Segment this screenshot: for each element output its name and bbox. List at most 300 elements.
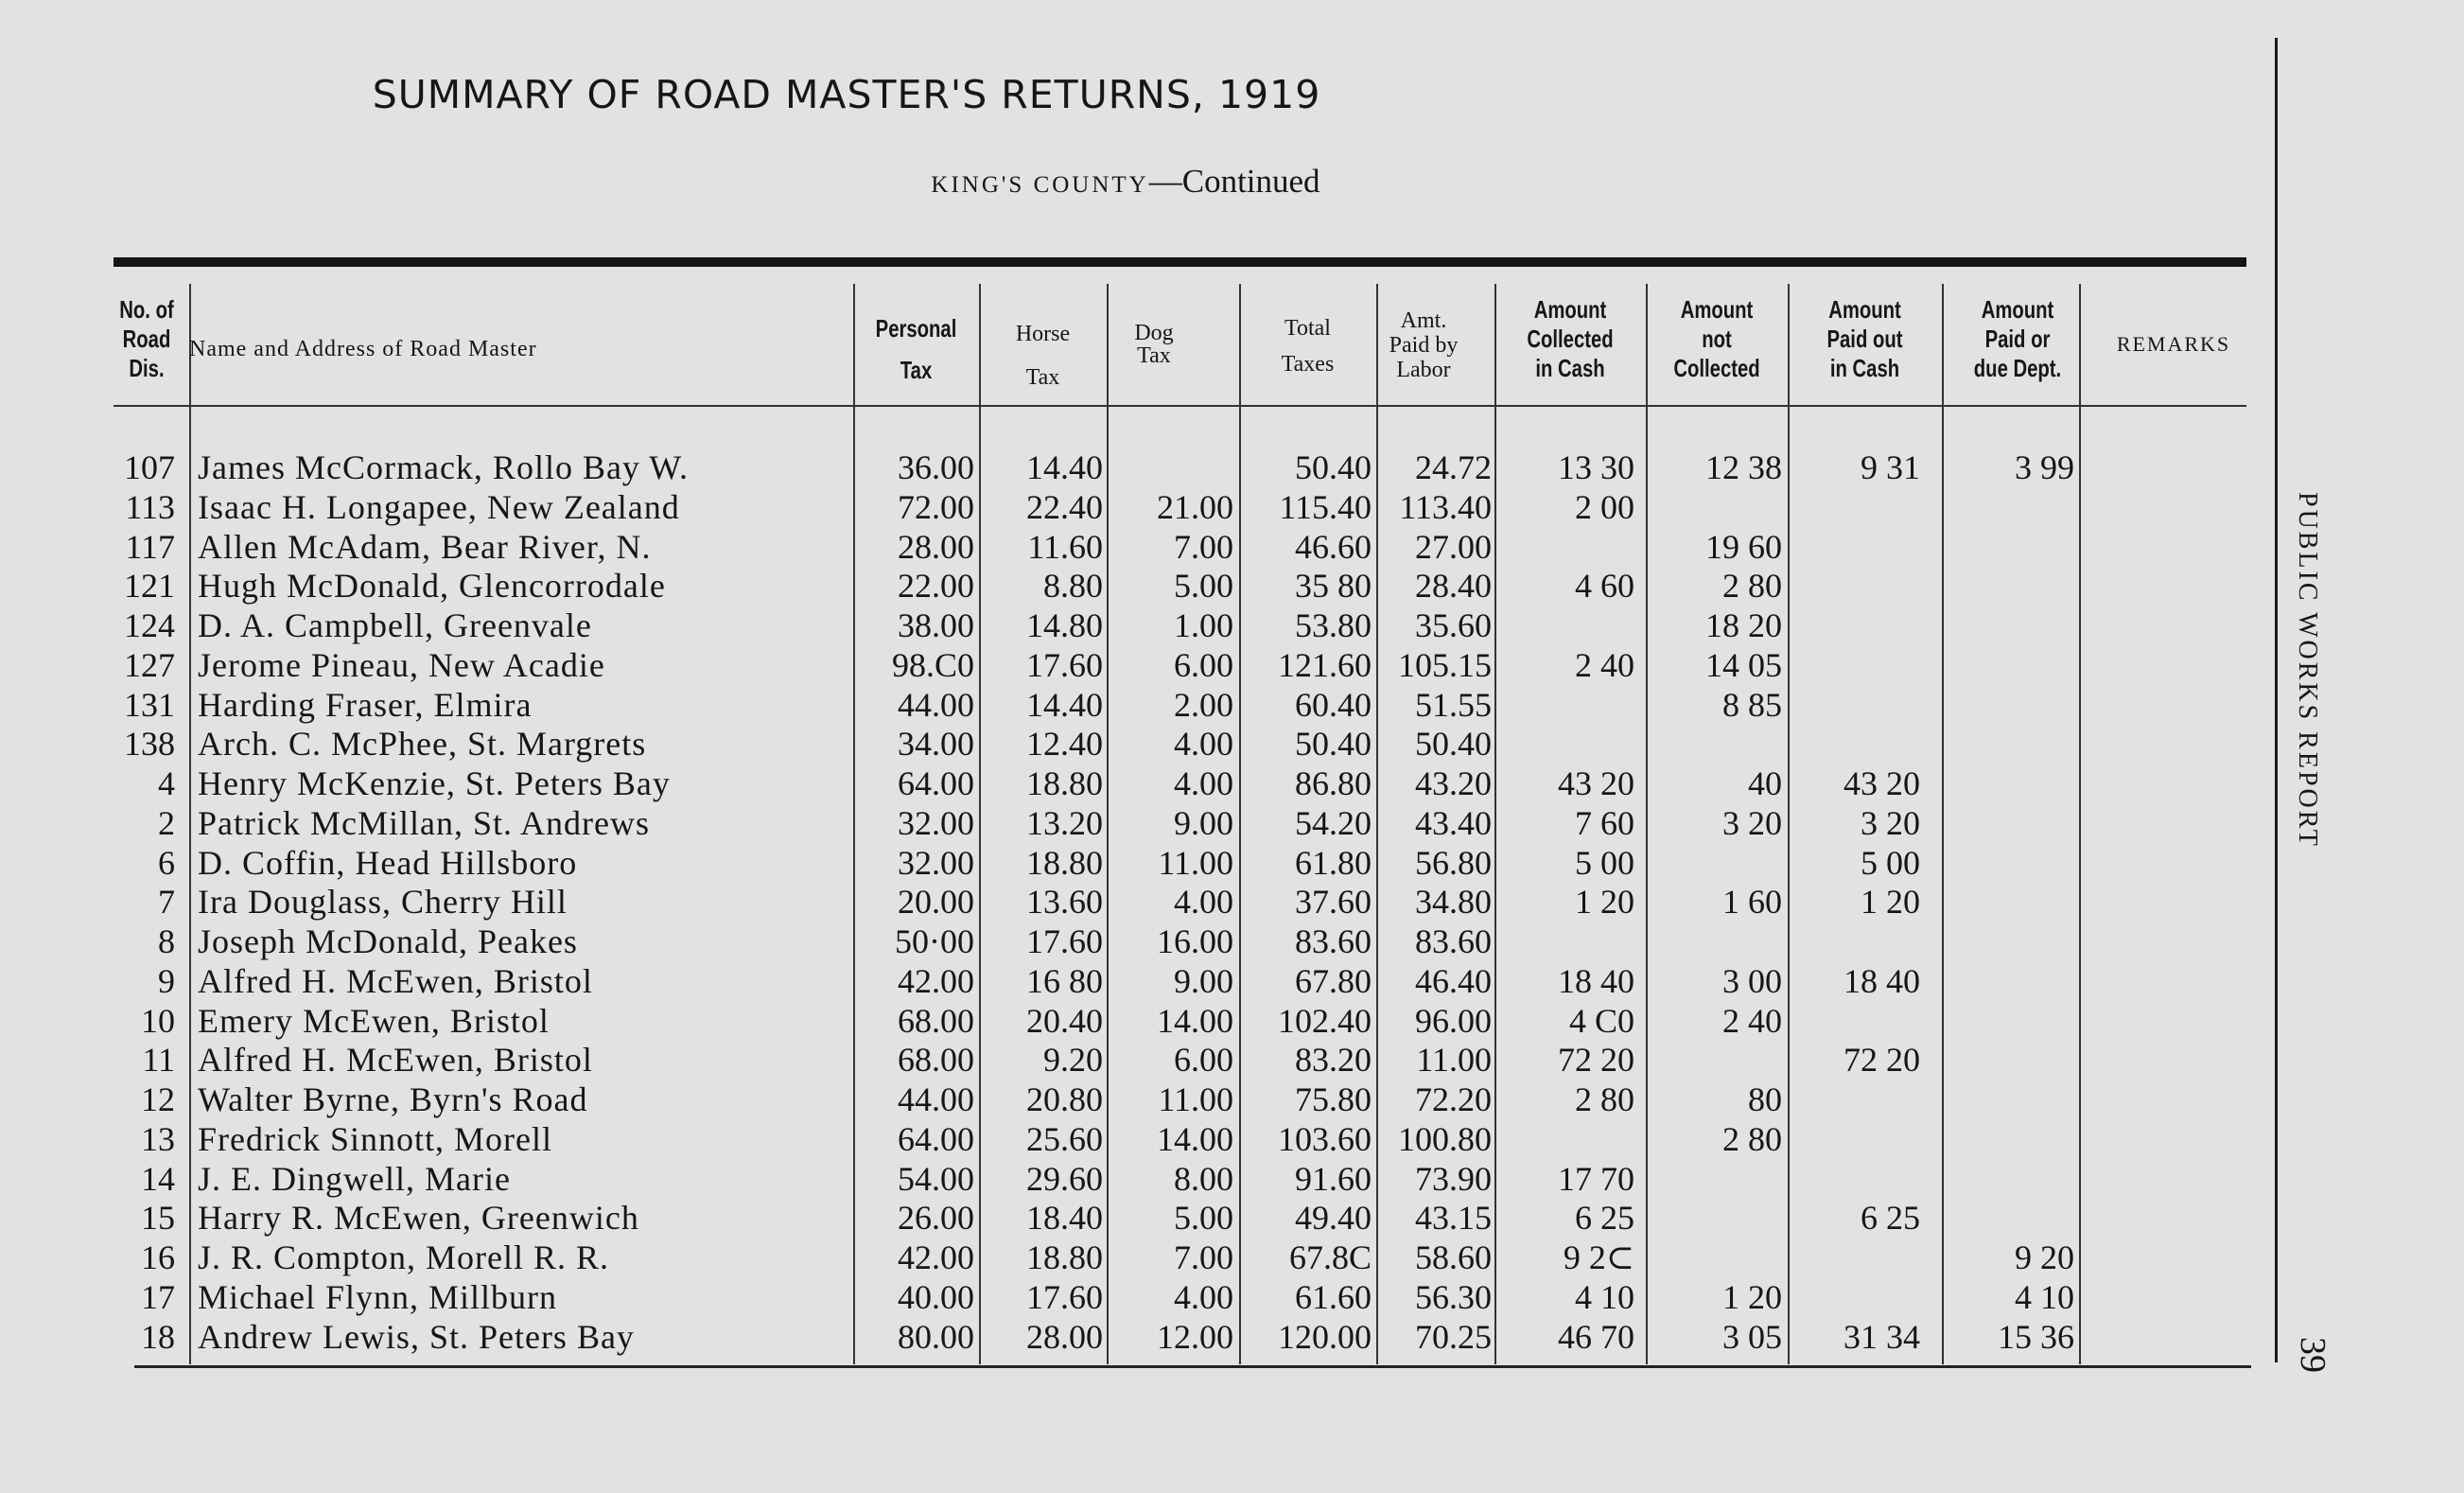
- cell-total: 86.80: [1295, 764, 1372, 802]
- cell-due: [1942, 1040, 2074, 1080]
- cell-collected: [1494, 685, 1634, 725]
- cell-dist: 107: [124, 448, 175, 486]
- cell-name: James McCormack, Rollo Bay W.: [198, 448, 689, 486]
- cell-notcollected: 2 80: [1722, 567, 1782, 605]
- cell-collected: 43 20: [1558, 764, 1634, 802]
- cell-dist: 131: [124, 686, 175, 724]
- page-margin-rule: [2275, 38, 2278, 1362]
- cell-dog: 9.00: [1174, 804, 1233, 842]
- header-line: Collected: [1527, 325, 1614, 353]
- cell-labor: 35.60: [1415, 606, 1492, 644]
- cell-collected: 18 40: [1558, 962, 1634, 1000]
- cell-total: 121.60: [1278, 646, 1372, 684]
- cell-personal: 40.00: [898, 1278, 974, 1316]
- cell-name: Henry McKenzie, St. Peters Bay: [198, 764, 671, 802]
- header-line: Collected: [1673, 354, 1760, 382]
- cell-dog: 16.00: [1157, 922, 1233, 960]
- cell-total: 103.60: [1278, 1120, 1372, 1158]
- cell-dist: 9: [158, 962, 175, 1000]
- cell-personal: 72.00: [898, 488, 974, 526]
- cell-personal: 32.00: [898, 844, 974, 882]
- header-name-address: Name and Address of Road Master: [189, 337, 537, 361]
- cell-name: Emery McEwen, Bristol: [198, 1002, 550, 1040]
- cell-collected: [1494, 922, 1634, 961]
- cell-paidout: [1788, 724, 1920, 764]
- cell-due: [1942, 961, 2074, 1001]
- cell-paidout: [1788, 1238, 1920, 1277]
- cell-paidout: 9 31: [1861, 448, 1920, 486]
- cell-due: 4 10: [2015, 1278, 2074, 1316]
- cell-notcollected: [1646, 1159, 1782, 1199]
- cell-paidout: [1788, 527, 1920, 567]
- cell-personal: 28.00: [898, 528, 974, 566]
- cell-total: 35 80: [1295, 567, 1372, 605]
- cell-dist: 124: [124, 606, 175, 644]
- side-running-head: PUBLIC WORKS REPORT: [2293, 492, 2322, 849]
- cell-total: 120.00: [1278, 1318, 1372, 1356]
- cell-personal: 32.00: [898, 804, 974, 842]
- cell-horse: 22.40: [1026, 488, 1103, 526]
- cell-personal: 38.00: [898, 606, 974, 644]
- cell-collected: 2 40: [1575, 646, 1634, 684]
- cell-collected: 17 70: [1558, 1160, 1634, 1198]
- cell-total: 49.40: [1295, 1199, 1372, 1237]
- cell-horse: 17.60: [1026, 1278, 1103, 1316]
- cell-due: [1942, 843, 2074, 883]
- cell-due: [1942, 566, 2074, 606]
- cell-due: [1942, 1159, 2074, 1199]
- cell-dist: 10: [141, 1002, 175, 1040]
- cell-total: 75.80: [1295, 1080, 1372, 1118]
- cell-labor: 43.15: [1415, 1199, 1492, 1237]
- cell-horse: 20.80: [1026, 1080, 1103, 1118]
- cell-horse: 18.80: [1026, 1238, 1103, 1276]
- cell-due: [1942, 1080, 2074, 1119]
- cell-horse: 14.40: [1026, 448, 1103, 486]
- cell-total: 67.8C: [1288, 1238, 1372, 1276]
- cell-collected: 46 70: [1558, 1318, 1634, 1356]
- cell-personal: 64.00: [898, 764, 974, 802]
- cell-total: 67.80: [1295, 962, 1372, 1000]
- cell-personal: 36.00: [898, 448, 974, 486]
- cell-dist: 7: [158, 883, 175, 921]
- header-line: Amount: [1680, 295, 1754, 324]
- cell-dog: 7.00: [1174, 1238, 1233, 1276]
- cell-personal: 22.00: [898, 567, 974, 605]
- cell-due: [1942, 685, 2074, 725]
- header-line: Paid by: [1389, 333, 1459, 358]
- cell-dog: 2.00: [1174, 686, 1233, 724]
- cell-dog: 11.00: [1158, 844, 1233, 882]
- cell-total: 54.20: [1295, 804, 1372, 842]
- cell-due: [1942, 724, 2074, 764]
- cell-labor: 113.40: [1399, 488, 1492, 526]
- header-line: Road: [122, 325, 171, 353]
- cell-horse: 11.60: [1027, 528, 1103, 566]
- cell-labor: 73.90: [1415, 1160, 1492, 1198]
- cell-labor: 27.00: [1415, 528, 1492, 566]
- cell-total: 50.40: [1295, 725, 1372, 763]
- cell-personal: 80.00: [898, 1318, 974, 1356]
- cell-dog: 21.00: [1157, 488, 1233, 526]
- header-line: not: [1702, 325, 1732, 353]
- cell-notcollected: 40: [1748, 764, 1782, 802]
- cell-notcollected: 1 20: [1722, 1278, 1782, 1316]
- cell-name: Allen McAdam, Bear River, N.: [198, 528, 652, 566]
- cell-name: Hugh McDonald, Glencorrodale: [198, 567, 666, 605]
- cell-dist: 13: [141, 1120, 175, 1158]
- cell-dog: 11.00: [1158, 1080, 1233, 1118]
- cell-total: 91.60: [1295, 1160, 1372, 1198]
- cell-horse: 20.40: [1026, 1002, 1103, 1040]
- cell-horse: 18.40: [1026, 1199, 1103, 1237]
- cell-horse: 14.40: [1026, 686, 1103, 724]
- cell-dist: 4: [158, 764, 175, 802]
- cell-labor: 96.00: [1415, 1002, 1492, 1040]
- cell-labor: 100.80: [1398, 1120, 1492, 1158]
- cell-dist: 121: [124, 567, 175, 605]
- column-divider: [189, 284, 191, 1364]
- cell-paidout: [1788, 566, 1920, 606]
- cell-notcollected: 12 38: [1705, 448, 1782, 486]
- header-line: Amount: [1533, 295, 1607, 324]
- cell-name: D. Coffin, Head Hillsboro: [198, 844, 578, 882]
- cell-name: Joseph McDonald, Peakes: [198, 922, 578, 960]
- cell-collected: 72 20: [1558, 1041, 1634, 1079]
- cell-labor: 46.40: [1415, 962, 1492, 1000]
- header-personal-tax: [867, 307, 966, 391]
- cell-name: Ira Douglass, Cherry Hill: [198, 883, 568, 921]
- cell-collected: 6 25: [1575, 1199, 1634, 1237]
- cell-total: 53.80: [1295, 606, 1372, 644]
- header-top-rule: [114, 257, 2246, 267]
- header-line: No. of: [119, 295, 174, 324]
- header-due-dept: [1959, 295, 2077, 383]
- cell-dist: 8: [158, 922, 175, 960]
- cell-horse: 13.20: [1026, 804, 1103, 842]
- cell-total: 60.40: [1295, 686, 1372, 724]
- cell-dog: 6.00: [1174, 646, 1233, 684]
- cell-labor: 28.40: [1415, 567, 1492, 605]
- cell-due: 9 20: [2015, 1238, 2074, 1276]
- cell-labor: 70.25: [1415, 1318, 1492, 1356]
- header-line: due Dept.: [1973, 354, 2062, 382]
- cell-personal: 42.00: [898, 1238, 974, 1276]
- cell-dist: 127: [124, 646, 175, 684]
- cell-name: Harding Fraser, Elmira: [198, 686, 533, 724]
- header-not-collected: [1662, 295, 1773, 383]
- cell-labor: 50.40: [1415, 725, 1492, 763]
- cell-paidout: [1788, 1119, 1920, 1159]
- cell-horse: 29.60: [1026, 1160, 1103, 1198]
- cell-paidout: 43 20: [1844, 764, 1920, 802]
- cell-due: [1942, 1198, 2074, 1238]
- cell-due: [1942, 1119, 2074, 1159]
- cell-paidout: 6 25: [1861, 1199, 1920, 1237]
- cell-personal: 44.00: [898, 1080, 974, 1118]
- cell-total: 61.80: [1295, 844, 1372, 882]
- cell-dist: 138: [124, 725, 175, 763]
- cell-notcollected: [1646, 1238, 1782, 1277]
- cell-personal: 26.00: [898, 1199, 974, 1237]
- cell-collected: 4 60: [1575, 567, 1634, 605]
- cell-name: Jerome Pineau, New Acadie: [198, 646, 605, 684]
- cell-horse: 28.00: [1026, 1318, 1103, 1356]
- cell-dist: 15: [141, 1199, 175, 1237]
- cell-dist: 11: [142, 1041, 175, 1079]
- cell-horse: 18.80: [1026, 764, 1103, 802]
- cell-due: [1942, 1001, 2074, 1041]
- cell-dist: 14: [141, 1160, 175, 1198]
- cell-horse: 18.80: [1026, 844, 1103, 882]
- cell-notcollected: 18 20: [1705, 606, 1782, 644]
- cell-name: D. A. Campbell, Greenvale: [198, 606, 592, 644]
- cell-collected: 2 00: [1575, 488, 1634, 526]
- cell-horse: 8.80: [1043, 567, 1103, 605]
- cell-dog: 8.00: [1174, 1160, 1233, 1198]
- cell-horse: 25.60: [1026, 1120, 1103, 1158]
- cell-due: 3 99: [2015, 448, 2074, 486]
- cell-dist: 113: [125, 488, 175, 526]
- cell-name: J. E. Dingwell, Marie: [198, 1160, 511, 1198]
- county-label: KING'S COUNTY: [931, 172, 1149, 198]
- cell-collected: 2 80: [1575, 1080, 1634, 1118]
- cell-collected: [1494, 606, 1634, 645]
- cell-total: 37.60: [1295, 883, 1372, 921]
- cell-personal: 98.C0: [891, 646, 974, 684]
- header-line: Total: [1284, 316, 1331, 341]
- cell-dog: 6.00: [1174, 1041, 1233, 1079]
- page-subtitle: [0, 163, 2251, 201]
- header-collected-cash: [1512, 295, 1630, 383]
- cell-dog: 14.00: [1157, 1002, 1233, 1040]
- cell-personal: 54.00: [898, 1160, 974, 1198]
- cell-due: 15 36: [1998, 1318, 2074, 1356]
- header-line: Taxes: [1281, 352, 1335, 377]
- cell-dist: 6: [158, 844, 175, 882]
- cell-due: [1942, 764, 2074, 803]
- page-number: 39: [2293, 1337, 2333, 1373]
- cell-name: Fredrick Sinnott, Morell: [198, 1120, 552, 1158]
- cell-paidout: 18 40: [1844, 962, 1920, 1000]
- cell-paidout: 5 00: [1861, 844, 1920, 882]
- cell-collected: 5 00: [1575, 844, 1634, 882]
- cell-name: Patrick McMillan, St. Andrews: [198, 804, 650, 842]
- cell-notcollected: 80: [1748, 1080, 1782, 1118]
- cell-dist: 17: [141, 1278, 175, 1316]
- cell-notcollected: 14 05: [1705, 646, 1782, 684]
- cell-horse: 14.80: [1026, 606, 1103, 644]
- cell-personal: 20.00: [898, 883, 974, 921]
- cell-personal: 50·00: [895, 922, 974, 960]
- cell-dist: 12: [141, 1080, 175, 1118]
- cell-paidout: 1 20: [1861, 883, 1920, 921]
- header-line: Amt.: [1400, 308, 1447, 333]
- cell-dog: 5.00: [1174, 567, 1233, 605]
- cell-horse: 17.60: [1026, 922, 1103, 960]
- header-dog-tax: [1107, 322, 1201, 367]
- cell-total: 115.40: [1279, 488, 1372, 526]
- cell-notcollected: 1 60: [1722, 883, 1782, 921]
- cell-notcollected: 3 20: [1722, 804, 1782, 842]
- header-line: in Cash: [1829, 354, 1900, 382]
- cell-horse: 17.60: [1026, 646, 1103, 684]
- header-line: Tax: [900, 356, 933, 384]
- header-bottom-rule: [114, 405, 2246, 407]
- cell-personal: 42.00: [898, 962, 974, 1000]
- cell-labor: 24.72: [1415, 448, 1492, 486]
- cell-collected: 4 10: [1575, 1278, 1634, 1316]
- cell-personal: 34.00: [898, 725, 974, 763]
- cell-due: [1942, 527, 2074, 567]
- header-line: Personal: [875, 314, 957, 343]
- cell-due: [1942, 803, 2074, 843]
- cell-paidout: 3 20: [1861, 804, 1920, 842]
- cell-collected: 1 20: [1575, 883, 1634, 921]
- cell-due: [1942, 487, 2074, 527]
- header-line: Horse: [1015, 322, 1071, 346]
- cell-due: [1942, 882, 2074, 922]
- cell-labor: 105.15: [1398, 646, 1492, 684]
- cell-collected: [1494, 724, 1634, 764]
- cell-dog: 5.00: [1174, 1199, 1233, 1237]
- cell-dist: 18: [141, 1318, 175, 1356]
- header-paid-by-labor: [1362, 308, 1485, 382]
- cell-name: Walter Byrne, Byrn's Road: [198, 1080, 588, 1118]
- cell-personal: 68.00: [898, 1041, 974, 1079]
- cell-personal: 64.00: [898, 1120, 974, 1158]
- cell-total: 61.60: [1295, 1278, 1372, 1316]
- cell-name: Isaac H. Longapee, New Zealand: [198, 488, 680, 526]
- cell-dog: 4.00: [1174, 725, 1233, 763]
- header-line: Dis.: [129, 354, 165, 382]
- cell-name: Harry R. McEwen, Greenwich: [198, 1199, 639, 1237]
- cell-dist: 16: [141, 1238, 175, 1276]
- header-line: in Cash: [1535, 354, 1605, 382]
- cell-notcollected: [1646, 922, 1782, 961]
- cell-collected: 4 C0: [1568, 1002, 1634, 1040]
- cell-name: Alfred H. McEwen, Bristol: [198, 962, 593, 1000]
- cell-labor: 58.60: [1415, 1238, 1492, 1276]
- cell-dist: 2: [158, 804, 175, 842]
- cell-personal: 44.00: [898, 686, 974, 724]
- header-line: Tax: [1137, 343, 1171, 368]
- cell-notcollected: [1646, 843, 1782, 883]
- cell-labor: 11.00: [1416, 1041, 1492, 1079]
- cell-total: 46.60: [1295, 528, 1372, 566]
- cell-notcollected: [1646, 1040, 1782, 1080]
- cell-collected: [1494, 527, 1634, 567]
- header-total-taxes: [1239, 310, 1376, 382]
- cell-collected: 13 30: [1558, 448, 1634, 486]
- cell-total: 83.60: [1295, 922, 1372, 960]
- cell-name: Arch. C. McPhee, St. Margrets: [198, 725, 647, 763]
- header-line: Tax: [1025, 365, 1060, 390]
- cell-dog: 4.00: [1174, 1278, 1233, 1316]
- cell-dog: 14.00: [1157, 1120, 1233, 1158]
- cell-labor: 43.20: [1415, 764, 1492, 802]
- header-line: Amount: [1981, 295, 2054, 324]
- cell-paidout: [1788, 922, 1920, 961]
- header-horse-tax: [979, 312, 1107, 399]
- cell-notcollected: 3 00: [1722, 962, 1782, 1000]
- cell-dog: 4.00: [1174, 883, 1233, 921]
- cell-name: J. R. Compton, Morell R. R.: [198, 1238, 610, 1276]
- cell-dog: 4.00: [1174, 764, 1233, 802]
- header-line: Amount: [1828, 295, 1901, 324]
- cell-collected: 7 60: [1575, 804, 1634, 842]
- page-title: SUMMARY OF ROAD MASTER'S RETURNS, 1919: [372, 72, 1321, 117]
- header-line: Paid out: [1826, 325, 1903, 353]
- cell-collected: 9 2⊂: [1563, 1238, 1634, 1276]
- cell-labor: 34.80: [1415, 883, 1492, 921]
- cell-personal: 68.00: [898, 1002, 974, 1040]
- cell-dog: [1107, 448, 1233, 487]
- cell-notcollected: 3 05: [1722, 1318, 1782, 1356]
- table-bottom-rule: [134, 1365, 2251, 1368]
- cell-labor: 72.20: [1415, 1080, 1492, 1118]
- cell-paidout: [1788, 685, 1920, 725]
- cell-due: [1942, 922, 2074, 961]
- header-road-district: [114, 295, 178, 383]
- cell-name: Andrew Lewis, St. Peters Bay: [198, 1318, 635, 1356]
- cell-paidout: [1788, 1001, 1920, 1041]
- cell-labor: 83.60: [1415, 922, 1492, 960]
- cell-horse: 12.40: [1026, 725, 1103, 763]
- cell-dog: 12.00: [1157, 1318, 1233, 1356]
- cell-dog: 7.00: [1174, 528, 1233, 566]
- cell-paidout: [1788, 487, 1920, 527]
- cell-notcollected: 19 60: [1705, 528, 1782, 566]
- header-remarks: REMARKS: [2116, 332, 2231, 356]
- cell-labor: 56.30: [1415, 1278, 1492, 1316]
- cell-labor: 56.80: [1415, 844, 1492, 882]
- header-line: Paid or: [1984, 325, 2051, 353]
- cell-name: Michael Flynn, Millburn: [198, 1278, 557, 1316]
- cell-paidout: [1788, 606, 1920, 645]
- header-line: Labor: [1396, 358, 1451, 382]
- continued-label: —Continued: [1148, 163, 1320, 200]
- cell-horse: 16 80: [1026, 962, 1103, 1000]
- header-line: Dog: [1134, 321, 1174, 345]
- cell-paidout: 72 20: [1844, 1041, 1920, 1079]
- cell-total: 102.40: [1278, 1002, 1372, 1040]
- cell-due: [1942, 645, 2074, 685]
- column-divider: [2079, 284, 2081, 1364]
- cell-labor: 51.55: [1415, 686, 1492, 724]
- cell-dog: 9.00: [1174, 962, 1233, 1000]
- cell-notcollected: [1646, 1198, 1782, 1238]
- cell-name: Alfred H. McEwen, Bristol: [198, 1041, 593, 1079]
- cell-notcollected: 2 40: [1722, 1002, 1782, 1040]
- cell-dog: 1.00: [1174, 606, 1233, 644]
- cell-paidout: [1788, 645, 1920, 685]
- header-paid-out-cash: [1805, 295, 1925, 383]
- cell-paidout: [1788, 1080, 1920, 1119]
- cell-horse: 13.60: [1026, 883, 1103, 921]
- cell-collected: [1494, 1119, 1634, 1159]
- cell-paidout: [1788, 1159, 1920, 1199]
- cell-notcollected: 8 85: [1722, 686, 1782, 724]
- cell-total: 50.40: [1295, 448, 1372, 486]
- cell-due: [1942, 606, 2074, 645]
- cell-notcollected: 2 80: [1722, 1120, 1782, 1158]
- cell-paidout: [1788, 1277, 1920, 1317]
- cell-dist: 117: [125, 528, 175, 566]
- cell-labor: 43.40: [1415, 804, 1492, 842]
- cell-total: 83.20: [1295, 1041, 1372, 1079]
- cell-notcollected: [1646, 487, 1782, 527]
